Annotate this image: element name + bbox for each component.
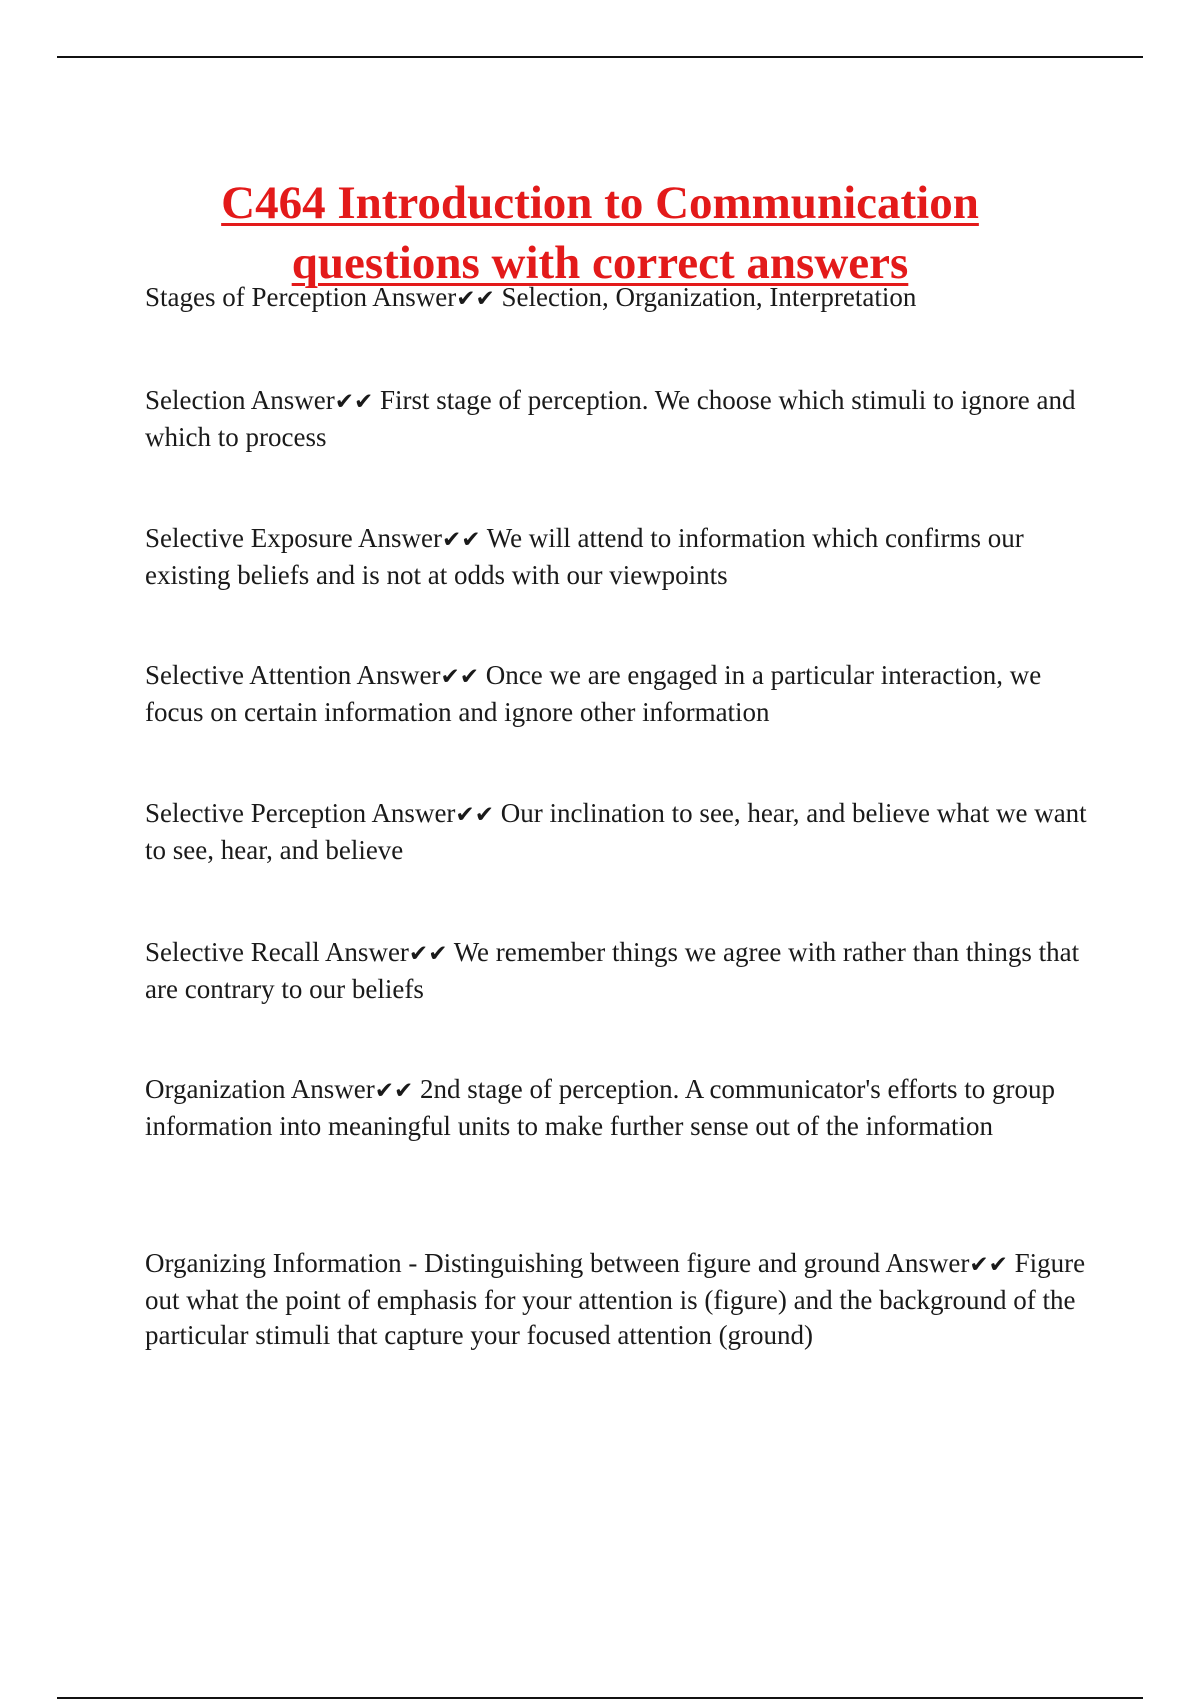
qa-answer: We will attend to information which confirms our existing beliefs and is not at odds with our viewpoints bbox=[145, 523, 1024, 590]
checkmark-icon: ✔✔ bbox=[374, 1078, 414, 1104]
answer-label: Answer bbox=[371, 798, 456, 828]
checkmark-icon: ✔✔ bbox=[334, 389, 374, 415]
top-rule bbox=[57, 56, 1143, 58]
qa-answer: We remember things we agree with rather than things that are contrary to our beliefs bbox=[145, 937, 1080, 1004]
qa-answer: First stage of perception. We choose which stimuli to ignore and which to process bbox=[145, 385, 1076, 452]
checkmark-icon: ✔✔ bbox=[455, 802, 494, 828]
document-title bbox=[0, 173, 1200, 293]
answer-label: Answer bbox=[357, 523, 442, 553]
answer-label: Answer bbox=[885, 1248, 970, 1278]
qa-item bbox=[145, 383, 1095, 455]
qa-answer: Figure out what the point of emphasis for your attention is (figure) and the background of the particular stimuli that capture your focused attention (ground) bbox=[145, 1248, 1086, 1350]
answer-label: Answer bbox=[250, 385, 335, 415]
qa-term: Organization bbox=[145, 1074, 286, 1104]
qa-answer: 2nd stage of perception. A communicator's efforts to group information into meaningful units to make further sense out of the information bbox=[145, 1074, 1055, 1141]
qa-item bbox=[145, 521, 1095, 593]
qa-answer: Selection, Organization, Interpretation bbox=[501, 282, 917, 312]
qa-answer: Our inclination to see, hear, and believe what we want to see, hear, and believe bbox=[145, 798, 1087, 865]
answer-label: Answer bbox=[290, 1074, 375, 1104]
bottom-rule bbox=[57, 1697, 1143, 1699]
checkmark-icon: ✔✔ bbox=[440, 664, 480, 690]
answer-label: Answer bbox=[356, 660, 441, 690]
qa-item bbox=[145, 658, 1095, 730]
title-line-1: C464 Introduction to Communication bbox=[221, 177, 979, 230]
qa-item bbox=[145, 935, 1095, 1007]
title-line-2: questions with correct answers bbox=[291, 237, 909, 290]
qa-term: Stages of Perception bbox=[145, 282, 367, 312]
qa-item bbox=[145, 796, 1095, 868]
qa-term: Selective Attention bbox=[145, 660, 352, 690]
answer-label: Answer bbox=[324, 937, 409, 967]
qa-term: Selection bbox=[145, 385, 246, 415]
qa-answer: Once we are engaged in a particular interaction, we focus on certain information and ignore other information bbox=[145, 660, 1042, 727]
qa-item bbox=[145, 1072, 1095, 1144]
answer-label: Answer bbox=[372, 282, 457, 312]
checkmark-icon: ✔✔ bbox=[441, 527, 481, 553]
qa-term: Selective Recall bbox=[145, 937, 320, 967]
qa-item bbox=[145, 280, 1095, 317]
qa-item bbox=[145, 1246, 1095, 1353]
qa-term: Organizing Information - Distinguishing between figure and ground bbox=[145, 1248, 881, 1278]
qa-term: Selective Exposure bbox=[145, 523, 353, 553]
checkmark-icon: ✔✔ bbox=[408, 941, 448, 967]
checkmark-icon: ✔✔ bbox=[456, 286, 495, 312]
checkmark-icon: ✔✔ bbox=[969, 1252, 1008, 1278]
qa-term: Selective Perception bbox=[145, 798, 367, 828]
